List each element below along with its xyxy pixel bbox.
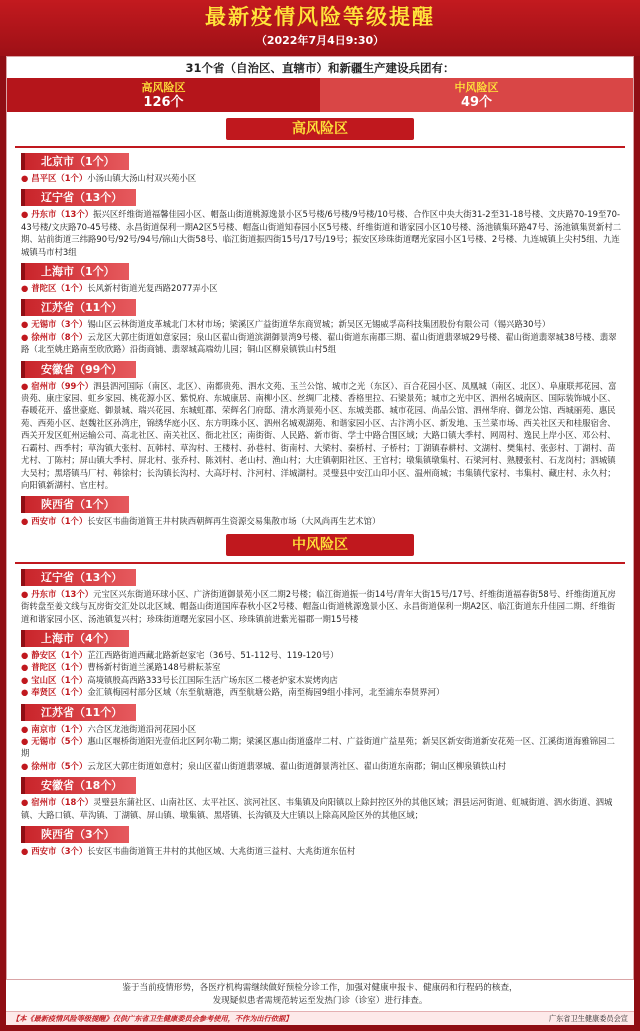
district-name: 徐州市（5个） (31, 760, 88, 771)
district-name: 无锡市（5个） (31, 735, 88, 746)
bullet-icon: ● (21, 662, 32, 673)
risk-area-entry (7, 588, 633, 625)
area-description: 小汤山镇大汤山村双兴苑小区 (87, 173, 197, 183)
mid-risk-label: 中风险区 (454, 81, 499, 94)
bullet-icon: ● (21, 846, 32, 856)
district-name: 静安区（1个） (31, 649, 88, 660)
risk-area-entry (7, 735, 633, 760)
risk-area-entry (7, 686, 633, 698)
province-tag: 辽宁省（13个） (21, 569, 136, 586)
page-title: 最新疫情风险等级提醒 (205, 5, 435, 29)
area-description: 云龙区大郭庄街道如意村；泉山区翟山街道翡翠城、翟山街道御景湾社区、翟山街道东南郡；铜山区柳泉镇铁山村 (87, 760, 507, 771)
province-tag: 北京市（1个） (21, 153, 129, 170)
risk-area-entry (7, 760, 633, 772)
high-risk-section-title: 高风险区 (226, 118, 414, 140)
bullet-icon: ● (21, 209, 32, 220)
publisher: 广东省卫生健康委员会宣 (548, 1013, 628, 1023)
district-name: 普陀区（1个） (31, 283, 88, 294)
province-tag: 江苏省（11个） (21, 299, 136, 316)
area-description: 金汇镇梅园村部分区域（东至航塘港，西至航塘公路，南至梅园9组小排河，北至浦东奉贤界河） (87, 687, 445, 698)
district-name: 西安市（3个） (31, 846, 88, 856)
area-description: 振兴区纤维街道福馨佳园小区、帽盔山街道桃源逸景小区5号楼/6号楼/9号楼/10号楼、合作区中央大街31-2至31-18号楼、文庆路70-19至70-43号楼/文庆路70-45号楼、永昌街道保利一期A2区5号楼、帽盔山街道知春园小区5号楼、纤维街道和谐家园小区10号楼、汤池镇集环路47号、汤池镇集贤新村二期、站前街道三纬路90号/92号/94号/锦山大街58号、临江街道振四街15号/17号/19号；振安区珍珠街道曙光家园小区1号楼、2号楼、九连城镇上尖村5组、九连城镇马市村3组 (21, 209, 622, 257)
area-description: 长风新村街道光复西路2077弄小区 (87, 283, 218, 294)
bullet-icon: ● (21, 331, 32, 342)
area-description: 云龙区大郭庄街道如意家园；泉山区翟山街道滨湖御景湾9号楼、翟山街道东南郡三期、翟山街道翡翠城29号楼、翟山街道翡翠城38号楼、翡翠路（北至姚庄路南至欣欣路）沿街商铺、翡翠城高端幼儿园；铜山区柳泉镇铁山村5组 (21, 331, 617, 355)
risk-area-entry (7, 380, 633, 492)
area-description: 长安区韦曲街道简王井村的其他区域、大兆街道三益村、大兆街道东伍村 (87, 846, 356, 856)
bullet-icon: ● (21, 687, 32, 698)
risk-counts (7, 78, 633, 112)
bullet-icon: ● (21, 173, 32, 183)
district-name: 普陀区（1个） (31, 662, 88, 673)
header (0, 0, 640, 56)
risk-area-entry (7, 172, 633, 184)
district-name: 西安市（1个） (31, 516, 88, 527)
footer-note-line-1: 鉴于当前疫情形势，各医疗机构需继续做好预检分诊工作，加强对健康申报卡、健康码和行程码的核查， (122, 983, 518, 993)
bullet-icon: ● (21, 283, 32, 294)
district-name: 徐州市（8个） (31, 331, 88, 342)
footer-note (6, 979, 634, 1011)
risk-area-entry (7, 331, 633, 356)
district-name: 宿州市（18个） (31, 797, 94, 808)
mid-risk-list (7, 564, 633, 858)
bullet-icon: ● (21, 588, 32, 599)
province-tag: 上海市（4个） (21, 630, 129, 647)
province-tag: 江苏省（11个） (21, 704, 136, 721)
area-description: 芷江西路街道西藏北路新赵家宅（36号、51-112号、119-120号） (87, 649, 339, 660)
source-disclaimer: 【本《最新疫情风险等级提醒》仅供广东省卫生健康委员会参考使用，不作为出行依据】 (12, 1013, 293, 1023)
bullet-icon: ● (21, 735, 32, 746)
district-name: 奉贤区（1个） (31, 687, 88, 698)
province-tag: 安徽省（18个） (21, 777, 136, 794)
risk-area-entry (7, 674, 633, 686)
bullet-icon: ● (21, 516, 32, 527)
area-description: 曹杨新村街道兰溪路148号耕耘茶室 (87, 662, 221, 673)
bullet-icon: ● (21, 760, 32, 771)
district-name: 昌平区（1个） (31, 173, 88, 183)
area-description: 六合区龙池街道沿河花园小区 (87, 723, 197, 734)
risk-area-entry (7, 515, 633, 527)
high-risk-list (7, 148, 633, 528)
risk-area-entry (7, 649, 633, 661)
footer-note-line-2: 发现疑似患者需规范转运至发热门诊（诊室）进行排查。 (212, 996, 428, 1006)
area-description: 元宝区兴东街道环球小区、广济街道御景苑小区二期2号楼；临江街道振一街14号/青年大街15号/17号、纤维街道福春街58号、纤维街道瓦房街转盘至姜文线与瓦房街交汇处以北区域、帽盔山街道国库春秋小区2号楼、帽盔山街道桃源逸景小区、永昌街道保利一期A2区、临江街道东升佳园二期、纤维街道和谐家园小区、汤池镇复兴村；珍珠街道曙光家园小区、珍珠镇前进紫光福郡一期15号楼 (21, 588, 616, 624)
bullet-icon: ● (21, 649, 32, 660)
bullet-icon: ● (21, 319, 32, 330)
summary-text: 31个省（自治区、直辖市）和新疆生产建设兵团有： (185, 61, 455, 75)
province-tag: 安徽省（99个） (21, 361, 136, 378)
risk-area-entry (7, 318, 633, 330)
high-risk-count-box (7, 78, 320, 112)
district-name: 南京市（1个） (31, 723, 88, 734)
area-description: 高境镇殷高西路333号长江国际生活广场东区二楼老炉家木炭烤肉店 (87, 674, 338, 685)
mid-risk-count: 49个 (460, 95, 493, 110)
province-tag: 辽宁省（13个） (21, 189, 136, 206)
risk-area-entry (7, 723, 633, 735)
risk-area-entry (7, 845, 633, 857)
area-description: 惠山区堰桥街道阳光壹佰北区阿尔勒二期；梁溪区惠山街道盛岸二村、广益街道广益星苑；新吴区新安街道新安花苑一区、江溪街道海雅锦园二期 (21, 735, 615, 759)
update-date: （2022年7月4日9:30） (255, 34, 385, 47)
high-risk-label: 高风险区 (141, 81, 186, 94)
district-name: 宝山区（1个） (31, 674, 88, 685)
area-description: 锡山区云林街道皮革城北门木材市场；梁溪区广益街道华东商贸城；新吴区无锡威孚高科技集团股份有限公司（锡兴路30号） (87, 319, 551, 330)
area-description: 泗县泗河国际（南区、北区）、南都贵苑、泗水文苑、玉兰公馆、城市之光（东区）、百合花园小区、凤凰城（南区、北区）、阜康联邦花园、富贵苑、康庄家园、虹乡家园、桃花源小区、紫悦府、东城康居、南柳小区、丝绸厂北楼、香格里拉、石梁景苑；城市之光中区、泗州名城南区、国际装饰城小区、春暖花开、盛世豪庭、御景城、瑞兴花园、东城虹郡、荣辉名门府邸、清水湾景苑小区、东城美郡、城市花园、尚品公馆、泗州华府、御龙公馆、西城丽苑、惠民苑、西苑小区、赵魏社区孙湾庄，锦绣华庭小区、东方明珠小区、泗州名城观湖苑、和谐家园小区、古汴湾小区、新发地、玉兰菜市场、西关社区天和桂服宿舍、西关开发区虹州运输公司、高北社区、南关社区、衙北社区；南街街、人民路、新市街、学士中路合围区域；大路口镇大季村、网周村、逸民上岸小区、邓公村、石霸村、西季村；草沟镇大张村、瓦韩村、草沟村、王楼村、孙巷村、街南村、大梁村、秦桥村、子桥村；丁湖镇春耕村、文湖村、樊集村、张彭村、丁湖村、苗尤村、丁陈村；屏山镇大季村、屏北村、张乔村、陈刘村、老山村、渔山村；大庄镇朝阳社区、王官村；墩集镇墩集村、石梁河村、熟腰张村、石龙岗村；泗城镇大吴村；黑塔镇马厂村、韩徐村；长沟镇长沟村、大高圩村、汴河村、洋城湖村。灵璧县中安江山印小区、温州商城；韦集镇代家村、韦集村、藏庄村、永久村；向阳镇新湖村、官庄村。 (21, 380, 617, 490)
province-tag: 陕西省（3个） (21, 826, 129, 843)
bullet-icon: ● (21, 723, 32, 734)
district-name: 丹东市（13个） (31, 588, 94, 599)
high-risk-count: 126个 (143, 95, 184, 110)
province-tag: 陕西省（1个） (21, 496, 129, 513)
district-name: 无锡市（3个） (31, 319, 88, 330)
source-bar (6, 1011, 634, 1025)
area-description: 长安区韦曲街道简王井村陕西朝辉再生资源交易集散市场（大风尚再生艺术馆） (87, 516, 381, 527)
risk-area-entry (7, 282, 633, 294)
risk-area-entry (7, 796, 633, 821)
content-panel (6, 56, 634, 1025)
bullet-icon: ● (21, 380, 32, 391)
footer (6, 979, 634, 1025)
mid-risk-count-box (320, 78, 633, 112)
bullet-icon: ● (21, 674, 32, 685)
area-description: 灵璧县东蒲社区、山南社区、太平社区、滨河社区、韦集镇及向阳镇以上除封控区外的其他区域；泗县运河街道、虹城街道、泗水街道、泗城镇、大路口镇、草沟镇、丁湖镇、屏山镇、墩集镇、黑塔镇、长沟镇及大庄镇以上除高风险区外的其他区域； (21, 797, 613, 820)
mid-risk-section-title: 中风险区 (226, 534, 414, 556)
district-name: 宿州市（99个） (31, 380, 94, 391)
province-tag: 上海市（1个） (21, 263, 129, 280)
bullet-icon: ● (21, 797, 32, 808)
risk-area-entry (7, 661, 633, 673)
district-name: 丹东市（13个） (31, 209, 94, 220)
risk-area-entry (7, 208, 633, 258)
